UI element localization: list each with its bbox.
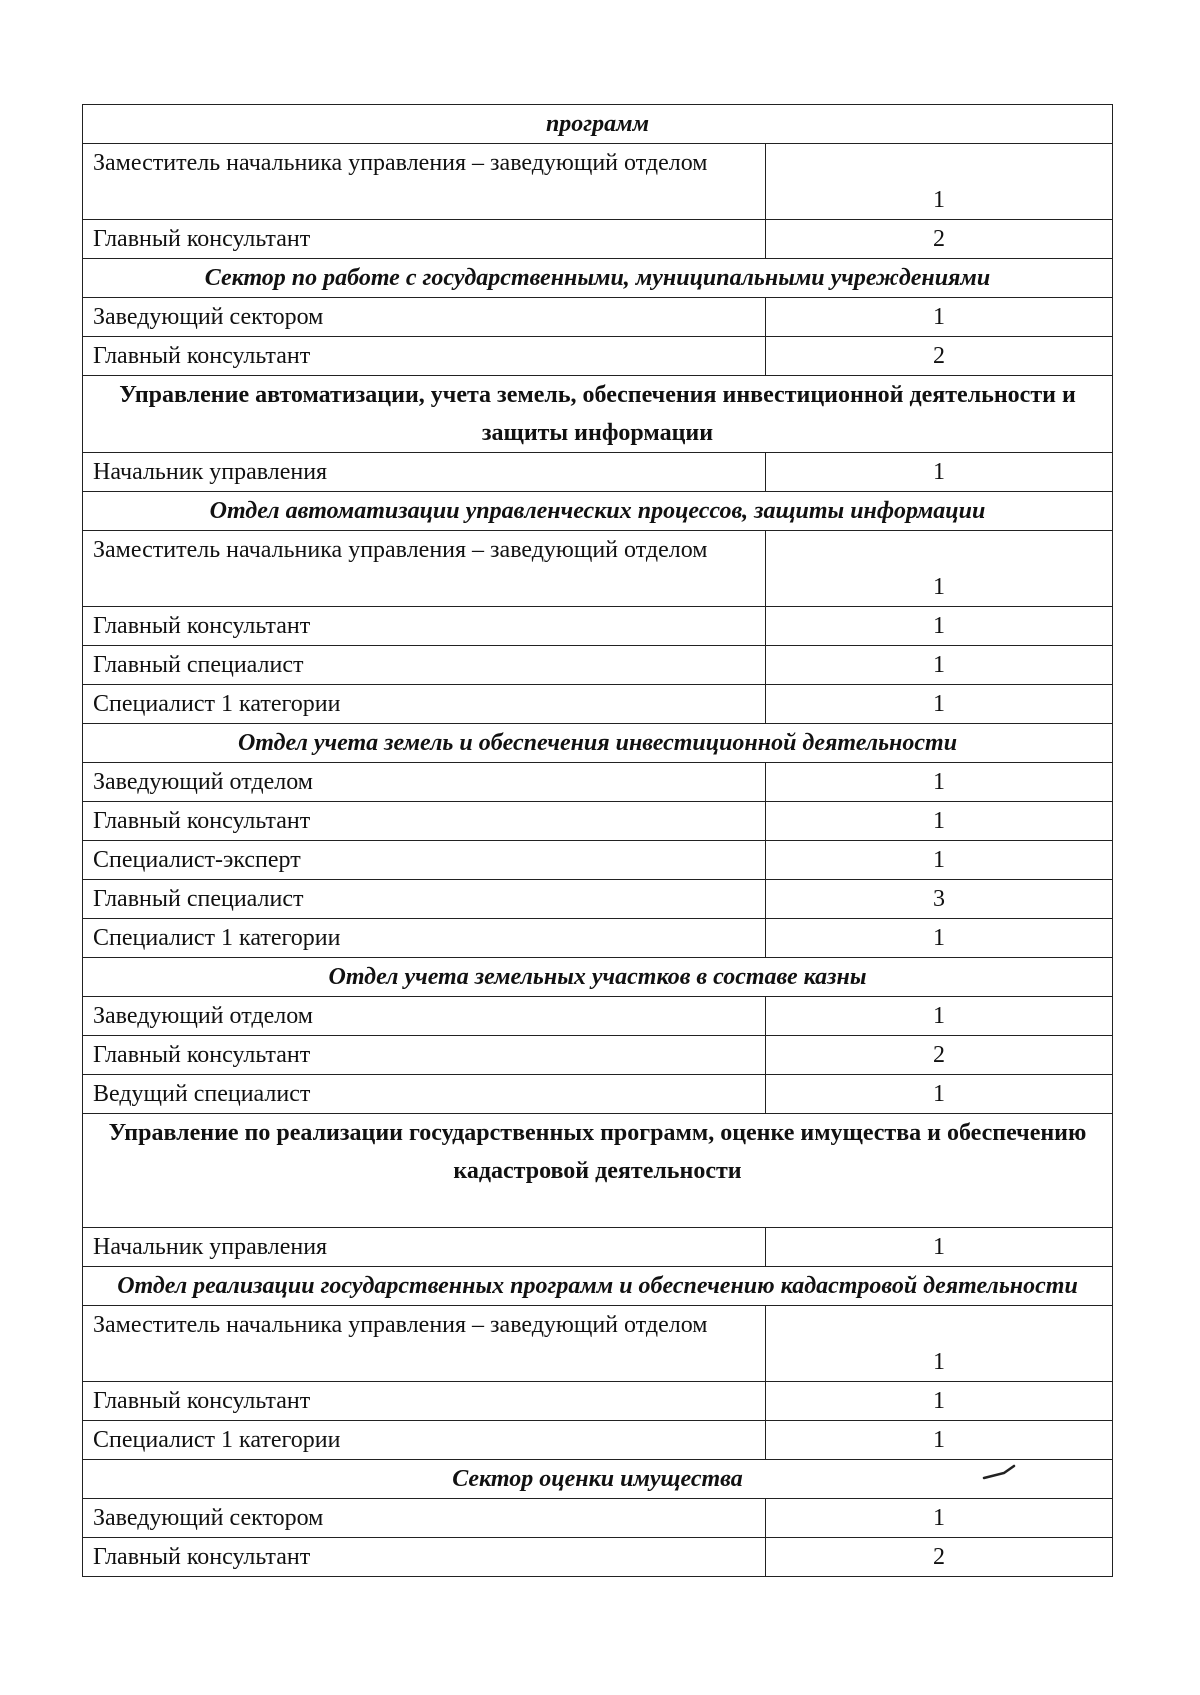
position-name-cell: Заведующий отделом: [83, 763, 766, 802]
position-name-cell: Главный консультант: [83, 337, 766, 376]
position-row: [83, 997, 1113, 1036]
heading-text: Отдел реализации государственных программ и обеспечению кадастровой деятельности: [117, 1273, 1078, 1299]
position-count-cell: 1: [766, 298, 1113, 337]
position-name-cell: Специалист 1 категории: [83, 919, 766, 958]
heading-text: программ: [545, 111, 650, 137]
position-row: [83, 298, 1113, 337]
position-count-cell: 1: [766, 841, 1113, 880]
heading-text: Отдел учета земель и обеспечения инвестиционной деятельности: [237, 730, 958, 756]
position-name-cell: Главный консультант: [83, 1538, 766, 1577]
position-count-cell: 1: [766, 1075, 1113, 1114]
position-count-cell: 1: [766, 646, 1113, 685]
position-count-cell: 1: [766, 802, 1113, 841]
position-name-cell: Заведующий сектором: [83, 1499, 766, 1538]
heading-cell: [83, 724, 1113, 763]
heading-cell: [83, 376, 1113, 453]
section-heading-row: [83, 1460, 1113, 1499]
position-row: [83, 1228, 1113, 1267]
position-name-cell: Специалист 1 категории: [83, 1421, 766, 1460]
section-heading-row: [83, 105, 1113, 144]
section-heading-row: [83, 958, 1113, 997]
position-row: [83, 763, 1113, 802]
heading-cell: [83, 1267, 1113, 1306]
position-row: [83, 1036, 1113, 1075]
position-count-cell: 1: [766, 919, 1113, 958]
heading-text: Отдел автоматизации управленческих процессов, защиты информации: [209, 498, 986, 524]
position-name-cell: Заведующий сектором: [83, 298, 766, 337]
position-name-cell: Начальник управления: [83, 453, 766, 492]
position-row: [83, 607, 1113, 646]
position-row: [83, 646, 1113, 685]
division-heading-row: [83, 376, 1113, 453]
heading-cell: [83, 1460, 1113, 1499]
position-name-cell: Начальник управления: [83, 1228, 766, 1267]
position-row: [83, 1499, 1113, 1538]
position-count-cell: 1: [766, 1421, 1113, 1460]
position-row: [83, 1421, 1113, 1460]
position-row: [83, 1075, 1113, 1114]
heading-cell: [83, 958, 1113, 997]
heading-text: Управление автоматизации, учета земель, обеспечения инвестиционной деятельности и защиты информации: [119, 382, 1076, 446]
staff-table-body: [83, 105, 1113, 1577]
position-name-cell: Главный консультант: [83, 1382, 766, 1421]
position-count-cell: 1: [766, 453, 1113, 492]
position-count-cell: 1: [766, 763, 1113, 802]
position-name-cell: Ведущий специалист: [83, 1075, 766, 1114]
position-count-cell: 1: [766, 1382, 1113, 1421]
position-row: [83, 1382, 1113, 1421]
position-name-cell: Заместитель начальника управления – заведующий отделом: [83, 144, 766, 220]
position-count-cell: 1: [766, 531, 1113, 607]
heading-cell: [83, 1114, 1113, 1228]
position-name-cell: Заместитель начальника управления – заведующий отделом: [83, 531, 766, 607]
position-count-cell: 2: [766, 1538, 1113, 1577]
position-row: [83, 1538, 1113, 1577]
section-heading-row: [83, 492, 1113, 531]
position-name-cell: Главный консультант: [83, 220, 766, 259]
heading-text: Сектор по работе с государственными, муниципальными учреждениями: [204, 265, 991, 291]
position-count-cell: 1: [766, 997, 1113, 1036]
section-heading-row: [83, 724, 1113, 763]
position-count-cell: 2: [766, 220, 1113, 259]
position-name-cell: Главный консультант: [83, 802, 766, 841]
position-name-cell: Заместитель начальника управления – заведующий отделом: [83, 1306, 766, 1382]
position-count-cell: 1: [766, 1306, 1113, 1382]
position-row: [83, 453, 1113, 492]
heading-cell: [83, 259, 1113, 298]
section-heading-row: [83, 1267, 1113, 1306]
position-name-cell: Главный специалист: [83, 646, 766, 685]
position-name-cell: Главный консультант: [83, 1036, 766, 1075]
position-row: [83, 220, 1113, 259]
section-heading-row: [83, 259, 1113, 298]
heading-text: Управление по реализации государственных программ, оценке имущества и обеспечению кадастровой деятельности: [108, 1120, 1087, 1184]
staff-table: [82, 104, 1113, 1577]
position-row: [83, 337, 1113, 376]
position-count-cell: 1: [766, 144, 1113, 220]
position-row: [83, 685, 1113, 724]
pen-mark-icon: [982, 1464, 1016, 1482]
position-row: [83, 841, 1113, 880]
heading-text: Сектор оценки имущества: [452, 1466, 743, 1492]
position-name-cell: Специалист 1 категории: [83, 685, 766, 724]
heading-text: Отдел учета земельных участков в составе казны: [328, 964, 867, 990]
position-row: [83, 802, 1113, 841]
position-name-cell: Специалист-эксперт: [83, 841, 766, 880]
position-count-cell: 2: [766, 337, 1113, 376]
position-count-cell: 1: [766, 607, 1113, 646]
heading-cell: [83, 492, 1113, 531]
position-name-cell: Заведующий отделом: [83, 997, 766, 1036]
position-name-cell: Главный консультант: [83, 607, 766, 646]
division-heading-row: [83, 1114, 1113, 1228]
position-count-cell: 3: [766, 880, 1113, 919]
position-row: [83, 531, 1113, 607]
position-row: [83, 144, 1113, 220]
position-row: [83, 919, 1113, 958]
position-row: [83, 880, 1113, 919]
position-count-cell: 1: [766, 1228, 1113, 1267]
position-count-cell: 2: [766, 1036, 1113, 1075]
position-count-cell: 1: [766, 1499, 1113, 1538]
position-count-cell: 1: [766, 685, 1113, 724]
position-name-cell: Главный специалист: [83, 880, 766, 919]
position-row: [83, 1306, 1113, 1382]
heading-cell: [83, 105, 1113, 144]
